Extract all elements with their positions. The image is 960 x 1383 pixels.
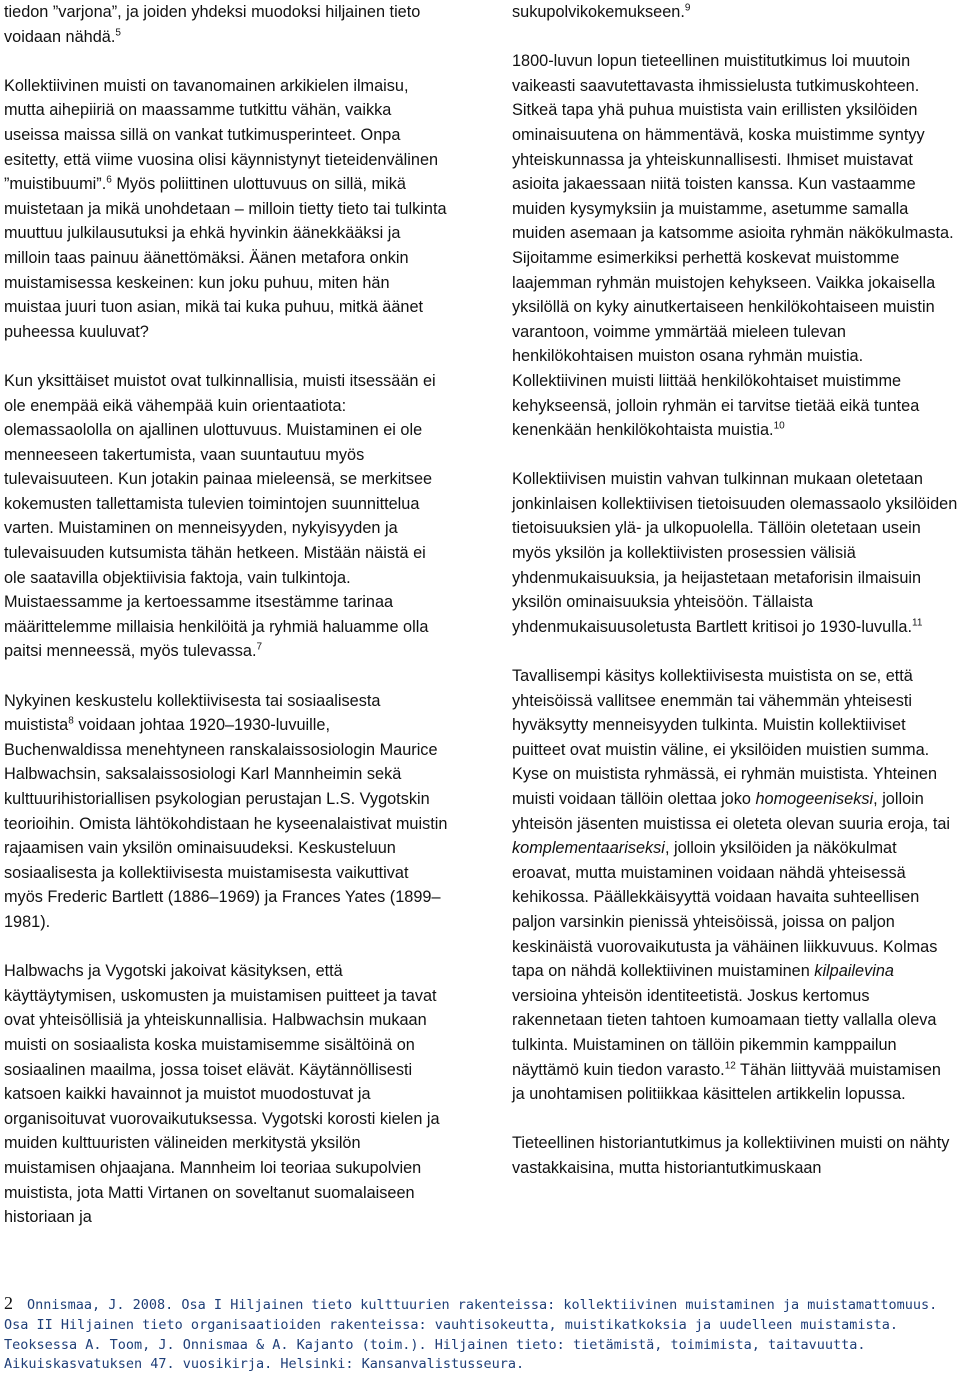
paragraph-common-conception: Tavallisempi käsitys kollektiivisesta muistista on se, että yhteisöissä vallitsee enemmän tai vähemmän yhteisesti hyväksytty menneisyyden tulkinta. Muistin kollektiiviset puitteet ovat muistin väline, ei yksilöiden muistien summa. Kyse on muistista ryhmässä, ei ryhmän muistista. Yhteinen muisti voidaan tällöin olettaa joko homogeeniseksi, jolloin yhteisön jäsenten muistissa ei oleteta olevan suuria eroja, tai komplementaariseksi, jolloin yksilöiden ja näkökulmat eroavat, mutta muistaminen voidaan nähdä yhteisessä kehikossa. Päällekkäisyyttä voidaan havaita suhteellisen paljon varsinkin pienissä yhteisöissä, joissa on paljon keskinäistä vuorovaikutusta ja vähäinen liikkuvuus. Kolmas tapa on nähdä kollektiivinen muistaminen kilpailevina versioina yhteisön identiteetistä. Joskus kertomus rakennetaan tieten tahtoen kumoamaan tietty vallalla oleva tulkinta. Muistaminen on tällöin pikemmin kamppailun näyttämö kuin tiedon varasto.$^{12}$ Tähän liittyvää muistamisen ja unohtamisen politiikkaa käsittelen artikkelin lopussa. [512, 667, 951, 1104]
paragraph-collective-memory: Kollektiivinen muisti on tavanomainen arkikielen ilmaisu, mutta aihepiiriä on maassamme tutkittu vähän, vaikka useissa maissa sillä on vankat tutkimusperinteet. Onpa esitetty, että viime vuosina olisi käynnistynyt tieteidenvälinen ”muistibuumi”.$^6$ Myös poliittinen ulottuvuus on sillä, mikä muistetaan ja mikä unohdetaan – milloin tietty tieto tai tulkinta muuttuu julkilausutuksi ja ehkä hyvinkin äänekkääksi ja milloin taas painuu äänettömäksi. Äänen metafora onkin muistamisessa keskeinen: kun joku puhuu, miten hän muistaa juuri tuon asian, mikä tai kuka puhuu, mitkä äänet puheessa kuuluvat? [4, 76, 447, 341]
footnote-ref-7[interactable]: 7 [256, 642, 263, 654]
page-footer [4, 1294, 954, 1375]
footnote-ref-10[interactable]: 10 [773, 420, 785, 432]
footnote-ref-8[interactable]: 8 [68, 715, 74, 727]
emphasis-competing: kilpailevina [814, 962, 894, 981]
paragraph-strong-interpretation: Kollektiivisen muistin vahvan tulkinnan mukaan oletetaan jonkinlaisen kollektiivisen tietoisuuden olemassaolo yksilöiden tietoisuuksien ylä- ja ulkopuolella. Tällöin oletetaan usein myös yksilön ja kollektiivisten prosessien välisiä yhdenmukaisuuksia, ja heijastetaan metaforisin ilmaisuin yksilön ominaisuuksia yhteisöön. Tällaista yhdenmukaisuusoletusta Bartlett kritisoi jo 1930-luvulla.$^{11}$ [512, 470, 958, 636]
paragraph-continuation: tiedon ”varjona”, ja joiden yhdeksi muodoksi hiljainen tieto voidaan nähdä.$^5$ [4, 3, 421, 46]
footnote-ref-12[interactable]: 12 [724, 1060, 736, 1072]
emphasis-complementary: komplementaariseksi [512, 839, 665, 858]
right-column [512, 0, 958, 1181]
paragraph-continuation-right: sukupolvikokemukseen.$^9$ [512, 2, 691, 21]
paragraph-scientific-history: Tieteellinen historiantutkimus ja kollektiivinen muisti on nähty vastakkaisina, mutta historiantutkimuskaan [512, 1134, 950, 1177]
footer-citation: Onnismaa, J. 2008. Osa I Hiljainen tieto kulttuurien rakenteissa: kollektiivinen muistaminen ja muistamattomuus. Osa II Hiljainen tieto organisaatioiden rakenteissa: vauhtisokeutta, muistikatkoksia ja uudelleen muistamista. Teoksessa A. Toom, J. Onnismaa & A. Kajanto (toim.). Hiljainen tieto: tietämistä, toimimista, taitavuutta. Aikuiskasvatuksen 47. vuosikirja. Helsinki: Kansanvalistusseura. [4, 1297, 938, 1373]
footnote-ref-5[interactable]: 5 [115, 27, 121, 39]
paragraph-1800s-research: 1800-luvun lopun tieteellinen muistitutkimus loi muutoin vaikeasti saavutettavasta ihmissielusta tutkimuskohteen. Sitkeä tapa yhä puhua muistista vain erillisten yksilöiden ominaisuutena on hämmentävä, koska muistimme syntyy yhteiskunnassa ja yhteiskunnallisesti. Ihmiset muistavat asioita jakaessaan niitä toisten kanssa. Kun vastaamme muiden kysymyksiin ja muistamme, asetumme samalla muiden asemaan ja katsomme asioita ryhmän näkökulmasta. Sijoitamme esimerkiksi perhettä koskevat muistomme laajemman ryhmän muistojen kehykseen. Vaikka jokaisella yksilöllä on kyky ainutkertaiseen henkilökohtaiseen muistin varantoon, voimme ymmärtää mieleen tulevan henkilökohtaisen muiston osana ryhmän muistia. Kollektiivinen muisti liittää henkilökohtaiset muistimme kehykseensä, jolloin ryhmän ei tarvitse tietää eikä tuntea kenenkään henkilökohtaista muistia.$^{10}$ [512, 52, 954, 440]
page-number: 2 [4, 1293, 13, 1313]
paragraph-interpretive-memories: Kun yksittäiset muistot ovat tulkinnallisia, muisti itsessään ei ole enempää eikä vähempää kuin orientaatiota: olemassaolollа on ajallinen ulottuvuus. Muistaminen ei ole menneeseen takertumista, vaan suuntautuu myös tulevaisuuteen. Kun jotakin painaa mieleensä, se merkitsee kokemusten tallettamista tulevien toimintojen suunnittelua varten. Muistaminen on menneisyyden, nykyisyyden ja tulevaisuuden kutsumista tähän hetkeen. Mistään näistä ei ole saatavilla objektiivisia faktoja, vain tulkintoja. Muistaessamme ja kertoessamme itsestämme tarinaa määrittelemme millaisia henkilöitä ja ryhmiä haluamme olla paitsi menneessä, myös tulevassa.$^7$ [4, 371, 436, 661]
paragraph-current-discussion: Nykyinen keskustelu kollektiivisesta tai sosiaalisesta muistista$^8$ voidaan johtaa 1920–1930-luvuille, Buchenwaldissa menehtyneen ranskalaissosiologin Maurice Halbwachsin, saksalaissosiologi Karl Mannheimin sekä kulttuurihistoriallisen psykologian perustajan L.S. Vygotskin teorioihin. Omista lähtökohdistaan he kyseenalaistivat muistin rajaamisen vain yksilön ominaisuudeksi. Keskusteluun sosiaalisesta ja kollektiivisesta muistamisesta vaikuttivat myös Frederic Bartlett (1886–1969) ja Frances Yates (1899–1981). [4, 691, 448, 931]
footnote-ref-11[interactable]: 11 [912, 617, 923, 629]
left-column [4, 0, 450, 1230]
paragraph-halbwachs-vygotski: Halbwachs ja Vygotski jakoivat käsityksen, että käyttäytymisen, uskomusten ja muistamisen puitteet ja tavat ovat yhteisöllisiä ja yhteiskunnallisia. Halbwachsin mukaan muisti on sosiaalista koska muistamisemme sisältöinä on sosiaalinen maailma, jossa toiset elävät. Käytännöllisesti katsoen kaikki havainnot ja muistot muodostuvat ja organisoituvat vuorovaikutuksessa. Vygotski korosti kielen ja muiden kulttuuristen välineiden merkitystä yksilön muistamisen ohjaajana. Mannheim loi teoriaa sukupolvien muistista, jota Matti Virtanen on soveltanut suomalaiseen historiaan ja [4, 962, 440, 1227]
emphasis-homogeneous: homogeeniseksi [755, 790, 874, 808]
footnote-ref-9[interactable]: 9 [684, 2, 691, 14]
footnote-ref-6[interactable]: 6 [106, 174, 112, 186]
